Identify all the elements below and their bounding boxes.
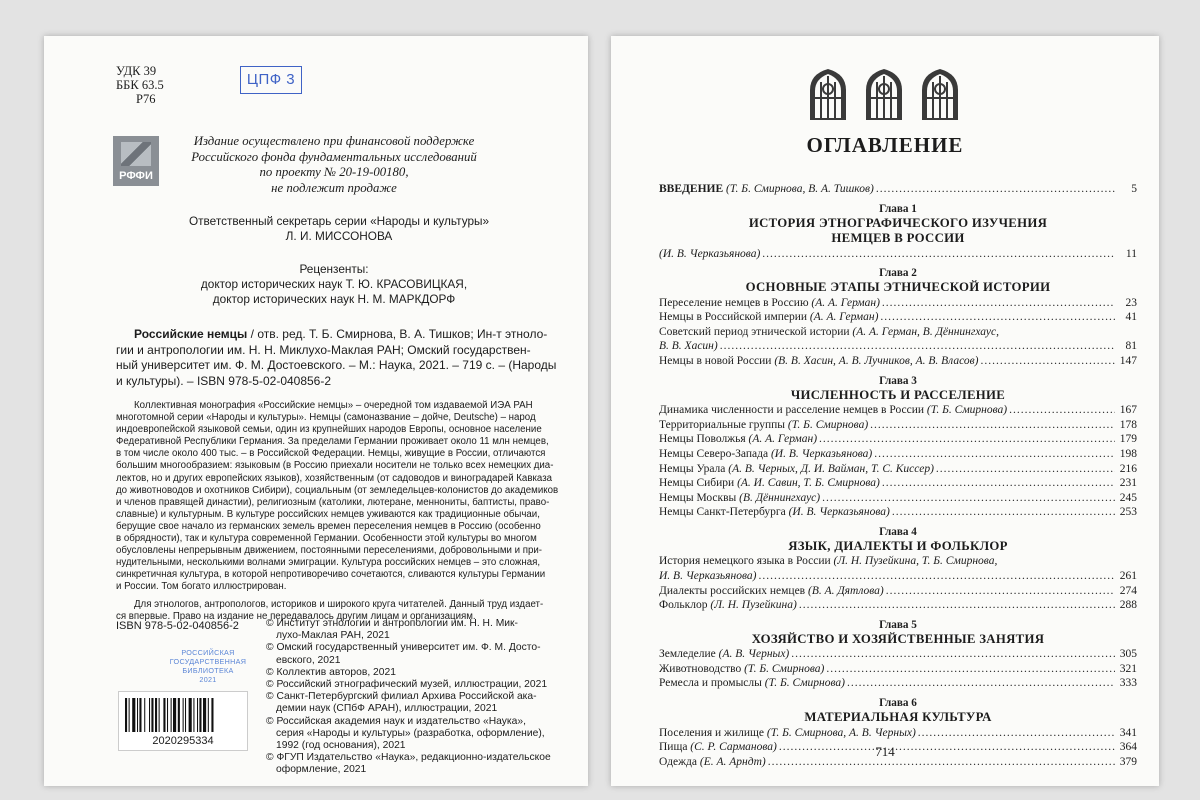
leader-dots (918, 726, 1115, 741)
entry-authors: (А. В. Черных, Д. И. Вайман, Т. С. Киссер) (728, 462, 934, 475)
toc-entry-title (659, 491, 820, 506)
entry-text: Диалекты российских немцев (659, 584, 808, 597)
abstract-line: и членов правящей династии), религиозным (католики, лютеране, меннониты, баптисты, право- (116, 496, 550, 508)
copyright-line: © Омский государственный университет им. Ф. М. Досто- (266, 642, 541, 654)
entry-text: Животноводство (659, 662, 745, 675)
entry-text: Пища (659, 741, 691, 754)
leader-dots (880, 310, 1115, 325)
copyright-entry (266, 716, 566, 753)
biblio-line: гии и антропологии им. Н. Н. Миклухо-Маклая РАН; Омский государствен- (116, 342, 531, 357)
series-secretary (174, 214, 504, 244)
barcode-bar (178, 698, 180, 732)
page-number: 288 (1119, 599, 1137, 612)
entry-text: Земледелие (659, 648, 719, 661)
page-number: 5 (1131, 183, 1137, 195)
entry-authors: (Л. Н. Пузейкина) (710, 599, 797, 612)
reviewer: доктор исторических наук Н. М. МАРКДОРФ (212, 292, 456, 306)
toc-entry-title (659, 310, 878, 325)
bibliographic-record (116, 327, 560, 389)
toc-entry-introduction[interactable] (659, 182, 1137, 197)
entry-authors: (А. А. Герман, В. Дённингхаус, (852, 325, 999, 338)
barcode-bar (173, 698, 176, 732)
page-number: 305 (1119, 648, 1137, 661)
barcode-icon (125, 698, 241, 732)
intro-label: ВВЕДЕНИЕ (659, 183, 724, 195)
toc-entry-continuation[interactable] (659, 339, 1137, 354)
leader-dots (819, 432, 1115, 447)
entry-text: Немцы в новой России (659, 355, 775, 368)
toc-entry[interactable] (659, 310, 1137, 325)
barcode-bar (203, 698, 206, 732)
entry-text: Советский период этнической истории (659, 325, 853, 338)
toc-entry-title (659, 662, 824, 677)
abstract-line: и России. Том богато иллюстрирован. (116, 581, 287, 593)
page-number: 231 (1119, 477, 1137, 490)
barcode-bar (189, 698, 192, 732)
toc-entry[interactable] (659, 432, 1137, 447)
barcode-bar (167, 698, 168, 732)
page-number: 245 (1119, 491, 1137, 504)
abstract-line: нудительными, несколькими волнами эмиграции. Культура российских немцев – это сложная, (116, 557, 541, 569)
toc-entry[interactable] (659, 418, 1137, 433)
toc-entry[interactable] (659, 476, 1137, 491)
entry-authors: (В. А. Дятлова) (807, 584, 884, 597)
udk-code: УДК 39 (116, 64, 157, 78)
entry-text: Немцы в Российской империи (659, 311, 810, 324)
entry-authors: (Т. Б. Смирнова) (787, 418, 869, 431)
toc-entry-continuation[interactable] (659, 569, 1137, 584)
abstract-line: индоевропейской языковой семьи, один из крупнейших народов Европы, основное население (116, 424, 542, 436)
toc-entry[interactable] (659, 584, 1137, 599)
page-number: 333 (1119, 677, 1137, 690)
library-stamp-line: ГОСУДАРСТВЕННАЯ (169, 657, 247, 666)
library-stamp-line: РОССИЙСКАЯ (181, 648, 235, 657)
barcode-bar (129, 698, 130, 732)
page-number: 253 (1119, 506, 1137, 519)
toc-entry[interactable] (659, 647, 1137, 662)
abstract-line: обусловлены непрерывным движением, постоянными переселениями, добровольными и при- (116, 545, 543, 557)
copyright-line: 1992 (год основания), 2021 (276, 740, 406, 752)
page-number: 274 (1119, 584, 1137, 597)
toc-entry-title (659, 432, 817, 447)
entry-authors: (И. В. Черказьянова) (788, 506, 890, 519)
page-folio: 714 (875, 744, 895, 759)
barcode-bar (144, 698, 145, 732)
entry-text: Немцы Москвы (659, 491, 740, 504)
biblio-line: ный университет им. Ф. М. Достоевского. – М.: Наука, 2021. – 719 с. – (Народы (116, 358, 557, 373)
entry-authors: (А. А. Герман) (748, 433, 818, 446)
chapter-title: ХОЗЯЙСТВО И ХОЗЯЙСТВЕННЫЕ ЗАНЯТИЯ (751, 631, 1045, 646)
author-mark: Р76 (136, 92, 156, 106)
toc-entry-title (659, 554, 997, 569)
toc-entry[interactable] (659, 598, 1137, 613)
entry-authors: (В. В. Хасин, А. В. Лучников, А. В. Власов) (774, 355, 979, 368)
copyright-line: демии наук (СПбФ АРАН), иллюстрации, 2021 (276, 703, 498, 715)
toc-entry[interactable] (659, 403, 1137, 418)
barcode-bar (208, 698, 209, 732)
leader-dots (892, 505, 1115, 520)
entry-text: Немцы Урала (659, 462, 729, 475)
entry-authors: (Т. Б. Смирнова, А. В. Черных) (766, 726, 916, 739)
chapter-title: ИСТОРИЯ ЭТНОГРАФИЧЕСКОГО ИЗУЧЕНИЯ (748, 215, 1048, 230)
classification-codes (116, 64, 164, 106)
entry-text: Немцы Северо-Запада (659, 447, 771, 460)
abstract-line: в обрядности), так и культура современной Германии. Особенности этой культуры во многом (116, 533, 537, 545)
funding-line: Издание осуществлено при финансовой поддержке (193, 134, 475, 148)
entry-authors-cont: И. В. Черказьянова) (659, 570, 757, 582)
entry-authors: (А. В. Черных) (718, 648, 790, 661)
contents-title: ОГЛАВЛЕНИЕ (806, 133, 964, 157)
toc-entry-title (659, 403, 1007, 418)
toc-entry-title (659, 584, 884, 599)
library-stamp (160, 648, 256, 684)
entry-authors: (Е. А. Арндт) (699, 755, 766, 768)
book-title: Российские немцы (134, 327, 248, 341)
toc-entry-title (659, 647, 789, 662)
page-number: 178 (1119, 418, 1137, 431)
entry-authors: (В. Дённингхаус) (739, 491, 821, 504)
entry-text: Немцы Санкт-Петербурга (659, 506, 789, 519)
toc-entry[interactable] (659, 296, 1137, 311)
abstract-line: большим многообразием: языковым (в Россию приехали носители не только всех немецких диа- (116, 460, 554, 472)
copyright-line: © Российская академия наук и издательство «Наука», (266, 715, 526, 727)
audience-line: ся впервые. Право на издание не передавалось другим лицам и организациям. (116, 610, 476, 622)
funding-line: по проекту № 20-19-00180, (259, 165, 409, 179)
toc-entry[interactable] (659, 662, 1137, 677)
abstract-line: многотомной серии «Народы и культуры». Немцы (самоназвание – дойче, Deutsche) – народ (116, 412, 536, 424)
entry-authors: (И. В. Черказьянова) (770, 447, 873, 460)
leader-dots (1009, 403, 1115, 418)
toc-entry-title (659, 598, 797, 613)
abstract (116, 400, 560, 623)
funding-line: Российского фонда фундаментальных исследований (191, 149, 477, 164)
entry-authors: (Т. Б. Смирнова) (744, 662, 825, 675)
page-number: 341 (1119, 726, 1137, 739)
copyright-line: © Санкт-Петербургский филиал Архива Российской ака- (266, 691, 537, 703)
toc-entry-title (659, 296, 880, 311)
barcode-number: 2020295334 (152, 735, 214, 747)
toc-entry[interactable] (659, 676, 1137, 691)
toc-entry-title (659, 505, 890, 520)
leader-dots (874, 447, 1115, 462)
toc-entry-title (659, 726, 916, 741)
entry-authors: (С. Р. Сарманова) (690, 741, 777, 754)
reviewers-block (184, 262, 484, 307)
leader-dots (847, 676, 1115, 691)
leader-dots (876, 182, 1115, 197)
copyright-line: евского, 2021 (276, 654, 341, 666)
chapter-label: Глава 6 (879, 697, 917, 710)
barcode-bar (163, 698, 165, 732)
bbk-code: ББК 63.5 (116, 78, 164, 92)
page-number: 198 (1119, 447, 1137, 460)
entry-text: Поселения и жилище (659, 726, 767, 739)
toc-entry[interactable] (659, 491, 1137, 506)
table-of-contents (659, 182, 1137, 769)
library-stamp-line: БИБЛИОТЕКА (182, 666, 234, 675)
leader-dots (762, 247, 1115, 262)
reviewers-heading: Рецензенты: (299, 262, 369, 276)
barcode-bar (137, 698, 138, 732)
page-number: 167 (1119, 404, 1137, 417)
barcode-bar (159, 698, 160, 732)
barcode-bar (149, 698, 150, 732)
decorative-arches (807, 68, 975, 120)
toc-entry-title (659, 325, 999, 340)
isbn: ISBN 978-5-02-040856-2 (116, 620, 239, 632)
entry-authors: (Т. Б. Смирнова) (764, 677, 846, 690)
secretary-role: Ответственный секретарь серии «Народы и культуры» (188, 214, 490, 228)
leader-dots (799, 598, 1115, 613)
barcode-bar (211, 698, 213, 732)
copyright-entry (266, 691, 566, 715)
toc-entry[interactable] (659, 447, 1137, 462)
abstract-line: лектов, но и других европейских языков), хозяйственным (от садоводов и виноградарей Кавказа (116, 472, 553, 484)
funding-line: не подлежит продаже (271, 180, 397, 195)
toc-entry[interactable] (659, 247, 1137, 262)
leader-dots (882, 476, 1115, 491)
reviewer: доктор исторических наук Т. Ю. КРАСОВИЦКАЯ, (200, 277, 468, 291)
abstract-line: в том числе около 400 тыс. – в Российской Федерации. Немцы, живущие в России, отличаются (116, 448, 546, 460)
entry-text: Фольклор (659, 599, 711, 612)
copyright-line: © ФГУП Издательство «Наука», редакционно-издательское (266, 752, 551, 764)
copyright-line: © Российский этнографический музей, иллюстрации, 2021 (266, 679, 548, 691)
library-stamp-line: 2021 (199, 675, 217, 684)
imprint-page (44, 36, 588, 786)
chapter-label: Глава 4 (879, 525, 917, 538)
toc-entry-title (659, 462, 934, 477)
barcode-bar (193, 698, 194, 732)
copyright-entry (266, 667, 566, 679)
copyright-block (266, 618, 566, 777)
abstract-line: синкретичная культура, в которой непротиворечиво сочетаются, сливаются культуры Германии (116, 569, 546, 581)
show-through-text (508, 116, 588, 336)
toc-entry-title (659, 418, 868, 433)
page-number: 81 (1125, 340, 1137, 353)
intro-authors: (Т. Б. Смирнова, В. А. Тишков) (726, 183, 874, 195)
chapter-title: НЕМЦЕВ В РОССИИ (831, 231, 965, 246)
leader-dots (791, 647, 1115, 662)
chapter-title: ЯЗЫК, ДИАЛЕКТЫ И ФОЛЬКЛОР (788, 538, 1008, 553)
abstract-line: Федеративной Республики Германия. За пределами Германии проживает около 11 млн немцев, (116, 436, 549, 448)
copyright-line: © Институт этнологии и антропологии им. Н. Н. Мик- (266, 618, 518, 629)
entry-text: Динамика численности и расселение немцев в России (659, 404, 927, 417)
toc-entry[interactable] (659, 726, 1137, 741)
entry-text: Территориальные группы (659, 418, 788, 431)
chapter-label: Глава 3 (879, 374, 917, 387)
entry-text: Переселение немцев в Россию (659, 296, 812, 309)
chapter-label: Глава 5 (879, 618, 917, 631)
barcode-bar (183, 698, 184, 732)
contents-page (611, 36, 1159, 786)
page-number: 364 (1119, 741, 1137, 754)
leader-dots (870, 418, 1115, 433)
entry-text: Одежда (659, 755, 700, 768)
leader-dots (758, 569, 1115, 584)
entry-authors: (Т. Б. Смирнова) (926, 404, 1008, 417)
barcode-bar (155, 698, 157, 732)
copyright-entry (266, 752, 566, 776)
toc-entry-title (659, 676, 845, 691)
toc-entry-title (659, 476, 880, 491)
barcode-bar (197, 698, 198, 732)
entry-authors: (А. И. Савин, Т. Б. Смирнова) (737, 477, 880, 490)
barcode-bar (132, 698, 135, 732)
entry-text: Немцы Поволжья (659, 433, 749, 446)
biblio-line: / отв. ред. Т. Б. Смирнова, В. А. Тишков; Ин-т этноло- (247, 327, 548, 341)
toc-entry[interactable] (659, 354, 1137, 369)
barcode-bar (125, 698, 127, 732)
page-number: 216 (1119, 462, 1137, 475)
page-number: 41 (1125, 311, 1137, 324)
page-number: 11 (1125, 247, 1137, 260)
copyright-entry (266, 618, 566, 642)
toc-entry[interactable] (659, 505, 1137, 520)
abstract-line: Коллективная монография «Российские немцы» – очередной том издаваемой ИЭА РАН (134, 400, 533, 411)
page-number: 147 (1119, 355, 1137, 368)
gothic-window-icon (919, 68, 961, 120)
barcode-bar (139, 698, 141, 732)
rffi-logo (113, 136, 159, 186)
gothic-window-icon (863, 68, 905, 120)
barcode-bar (151, 698, 153, 732)
entry-text: Немцы Сибири (659, 477, 738, 490)
abstract-line: до животноводов и охотников Сибири), социальным (от земледельцев-колонистов до академиков (116, 484, 559, 496)
gothic-window-icon (807, 68, 849, 120)
copyright-entry (266, 642, 566, 666)
leader-dots (822, 491, 1115, 506)
funding-note (164, 134, 504, 196)
entry-authors: (Л. Н. Пузейкина, Т. Б. Смирнова, (833, 555, 998, 568)
toc-entry[interactable] (659, 554, 1137, 569)
copyright-line: © Коллектив авторов, 2021 (266, 666, 396, 678)
toc-entry[interactable] (659, 325, 1137, 340)
secretary-name: Л. И. МИССОНОВА (285, 229, 393, 243)
toc-entry-title (659, 354, 978, 369)
entry-text: История немецкого языка в России (659, 555, 834, 568)
cpf-stamp: ЦПФ 3 (240, 66, 302, 94)
entry-authors-cont: В. В. Хасин) (659, 340, 718, 353)
entry-text: Ремесла и промыслы (659, 677, 765, 690)
toc-entry-title (659, 247, 760, 262)
chapter-label: Глава 1 (879, 202, 917, 215)
leader-dots (720, 339, 1115, 354)
page-number: 23 (1125, 296, 1137, 309)
leader-dots (882, 296, 1115, 311)
leader-dots (936, 462, 1115, 477)
abstract-line: славные) и культурным. В культуре российских немцев уживаются как традиционные обычаи, (116, 508, 540, 520)
barcode-bar (171, 698, 172, 732)
rffi-logo-text: РФФИ (119, 170, 153, 182)
barcode-bar (185, 698, 186, 732)
entry-authors: (А. А. Герман) (809, 311, 879, 324)
copyright-line: лухо-Маклая РАН, 2021 (276, 630, 390, 642)
biblio-line: и культуры). – ISBN 978-5-02-040856-2 (116, 373, 332, 388)
entry-authors: (И. В. Черказьянова) (659, 247, 761, 260)
page-number: 261 (1119, 570, 1137, 582)
copyright-entry (266, 679, 566, 691)
abstract-line: берущие свое начало из германских земель времен переселения немцев в Россию (особенно (116, 520, 541, 532)
copyright-line: серия «Народы и культуры» (разработка, оформление), (276, 727, 545, 739)
leader-dots (886, 584, 1115, 599)
copyright-line: оформление, 2021 (276, 764, 367, 776)
barcode-label (118, 691, 248, 751)
chapter-title: ЧИСЛЕННОСТЬ И РАССЕЛЕНИЕ (790, 387, 1006, 402)
barcode-bar (199, 698, 201, 732)
chapter-title: МАТЕРИАЛЬНАЯ КУЛЬТУРА (804, 710, 992, 725)
audience-line: Для этнологов, антропологов, историков и широкого круга читателей. Данный труд издает- (134, 598, 544, 610)
chapter-title: ОСНОВНЫЕ ЭТАПЫ ЭТНИЧЕСКОЙ ИСТОРИИ (745, 280, 1051, 295)
toc-entry-title (659, 447, 872, 462)
entry-authors: (А. А. Герман) (811, 296, 880, 309)
leader-dots (826, 662, 1115, 677)
toc-entry[interactable] (659, 462, 1137, 477)
page-number: 379 (1119, 755, 1137, 768)
chapter-label: Глава 2 (879, 267, 917, 280)
leader-dots (980, 354, 1115, 369)
page-number: 179 (1119, 433, 1137, 446)
page-number: 321 (1119, 662, 1137, 675)
